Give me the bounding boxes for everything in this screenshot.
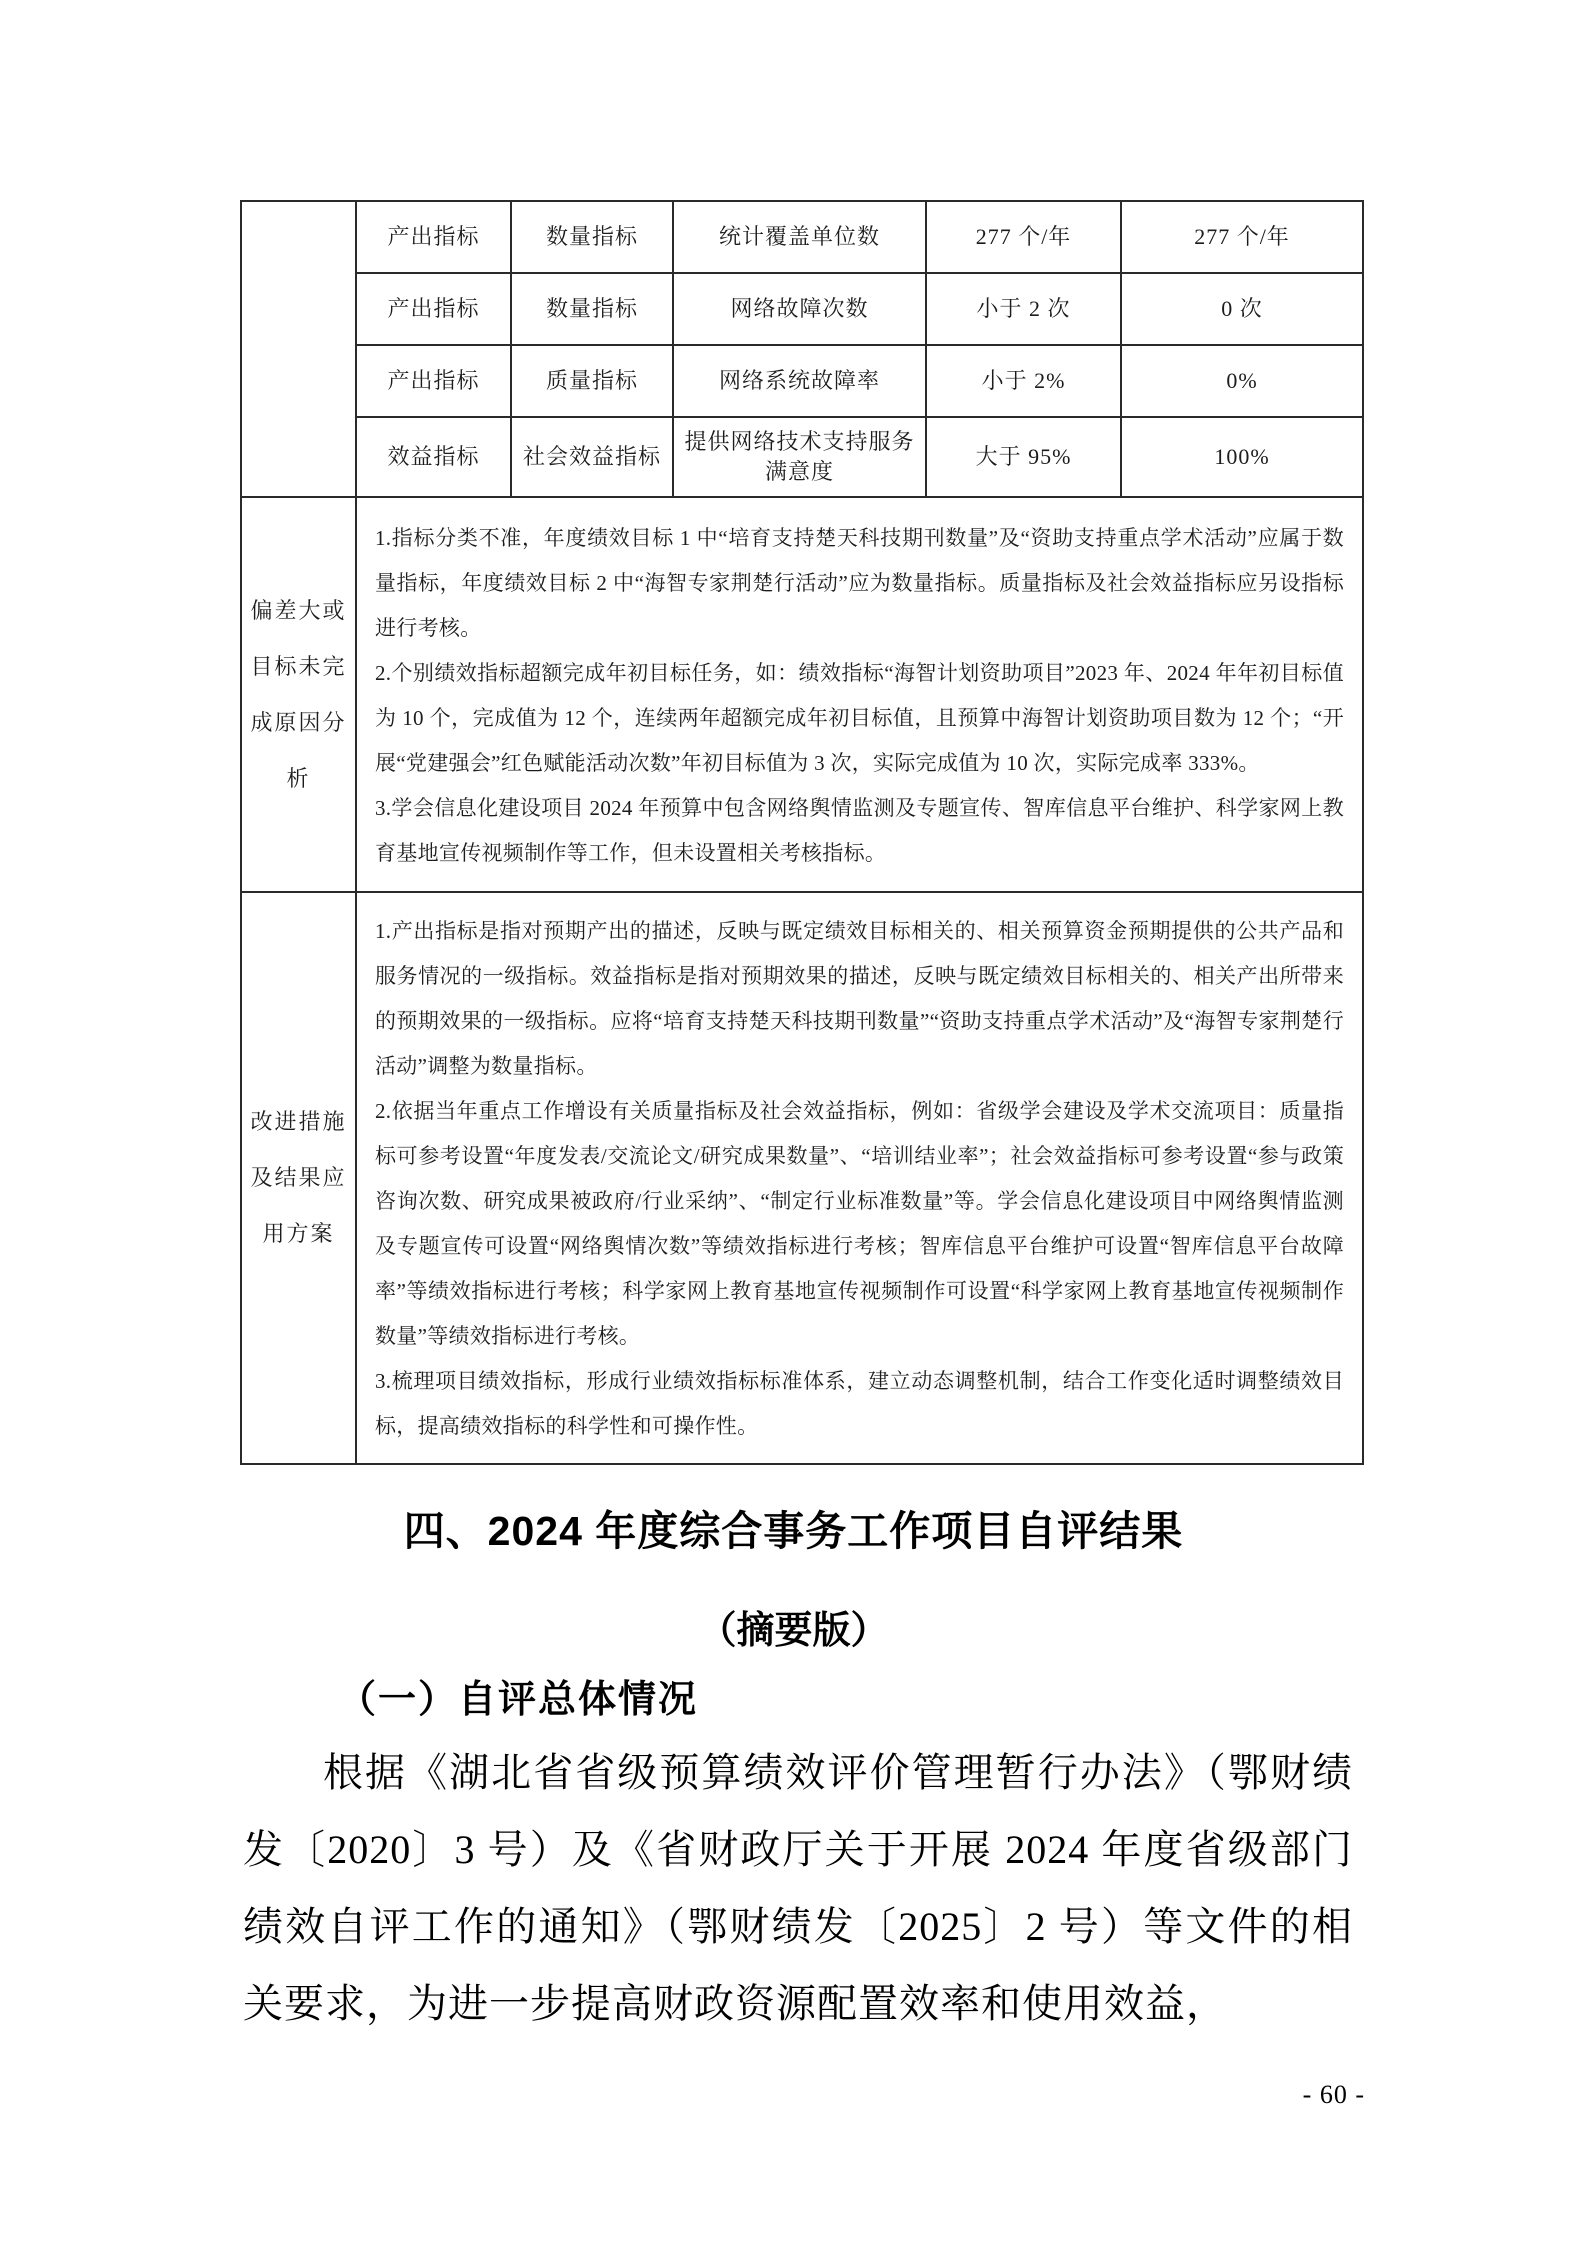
subsection-heading: （一）自评总体情况 bbox=[338, 1679, 699, 1721]
target-value-cell: 大于 95% bbox=[926, 417, 1121, 497]
actual-value-cell: 277 个/年 bbox=[1121, 201, 1363, 273]
actual-value-cell: 0 次 bbox=[1121, 273, 1363, 345]
table-row bbox=[241, 417, 1363, 497]
table-row bbox=[241, 345, 1363, 417]
improvement-measures-content bbox=[356, 892, 1363, 1464]
level2-indicator-cell: 数量指标 bbox=[511, 273, 673, 345]
summary-version-subtitle: （摘要版） bbox=[698, 1610, 889, 1652]
merged-empty-category-cell bbox=[241, 201, 356, 497]
deviation-paragraph-1: 1.指标分类不准，年度绩效目标 1 中“培育支持楚天科技期刊数量”及“资助支持重点学术活动”应属于数量指标，年度绩效目标 2 中“海智专家荆楚行活动”应为数量指标。质量指标及社会效益指标应另设指标进行考核。 bbox=[375, 525, 1344, 640]
level1-indicator-cell: 产出指标 bbox=[356, 345, 511, 417]
improvement-paragraph-1: 1.产出指标是指对预期产出的描述，反映与既定绩效目标相关的、相关预算资金预期提供的公共产品和服务情况的一级指标。效益指标是指对预期效果的描述，反映与既定绩效目标相关的、相关产出所带来的预期效果的一级指标。应将“培育支持楚天科技期刊数量”“资助支持重点学术活动”及“海智专家荆楚行活动”调整为数量指标。 bbox=[375, 919, 1344, 1078]
body-paragraph: 根据《湖北省省级预算绩效评价管理暂行办法》（鄂财绩发〔2020〕3 号）及《省财政厅关于开展 2024 年度省级部门绩效自评工作的通知》（鄂财绩发〔2025〕2 号）等文件的相关要求，为进一步提高财政资源配置效率和使用效益， bbox=[243, 1750, 1353, 2026]
section-heading: 四、2024 年度综合事务工作项目自评结果 bbox=[403, 1508, 1184, 1554]
target-value-cell: 小于 2 次 bbox=[926, 273, 1121, 345]
improvement-measures-label: 改进措施及结果应用方案 bbox=[241, 892, 356, 1464]
improvement-paragraph-3: 3.梳理项目绩效指标，形成行业绩效指标标准体系，建立动态调整机制，结合工作变化适时调整绩效目标，提高绩效指标的科学性和可操作性。 bbox=[375, 1369, 1344, 1438]
deviation-paragraph-3: 3.学会信息化建设项目 2024 年预算中包含网络舆情监测及专题宣传、智库信息平台维护、科学家网上教育基地宣传视频制作等工作，但未设置相关考核指标。 bbox=[375, 795, 1344, 865]
deviation-analysis-label: 偏差大或目标未完成原因分析 bbox=[241, 497, 356, 892]
level2-indicator-cell: 社会效益指标 bbox=[511, 417, 673, 497]
page-number: - 60 - bbox=[1302, 2080, 1365, 2109]
deviation-paragraph-2: 2.个别绩效指标超额完成年初目标任务，如：绩效指标“海智计划资助项目”2023 年、2024 年年初目标值为 10 个，完成值为 12 个，连续两年超额完成年初目标值，且预算中海智计划资助项目数为 12 个；“开展“党建强会”红色赋能活动次数”年初目标值为 3 次，实际完成值为 10 次，实际完成率 333%。 bbox=[375, 660, 1344, 775]
target-value-cell: 小于 2% bbox=[926, 345, 1121, 417]
improvement-measures-row bbox=[241, 892, 1363, 1464]
indicator-name-cell: 网络故障次数 bbox=[673, 273, 926, 345]
level1-indicator-cell: 产出指标 bbox=[356, 273, 511, 345]
level2-indicator-cell: 数量指标 bbox=[511, 201, 673, 273]
target-value-cell: 277 个/年 bbox=[926, 201, 1121, 273]
indicator-name-cell: 统计覆盖单位数 bbox=[673, 201, 926, 273]
actual-value-cell: 100% bbox=[1121, 417, 1363, 497]
level1-indicator-cell: 效益指标 bbox=[356, 417, 511, 497]
deviation-analysis-row bbox=[241, 497, 1363, 892]
performance-indicator-table bbox=[240, 200, 1364, 1465]
actual-value-cell: 0% bbox=[1121, 345, 1363, 417]
table-row bbox=[241, 273, 1363, 345]
improvement-paragraph-2: 2.依据当年重点工作增设有关质量指标及社会效益指标，例如：省级学会建设及学术交流项目：质量指标可参考设置“年度发表/交流论文/研究成果数量”、“培训结业率”；社会效益指标可参考设置“参与政策咨询次数、研究成果被政府/行业采纳”、“制定行业标准数量”等。学会信息化建设项目中网络舆情监测及专题宣传可设置“网络舆情次数”等绩效指标进行考核；智库信息平台维护可设置“智库信息平台故障率”等绩效指标进行考核；科学家网上教育基地宣传视频制作可设置“科学家网上教育基地宣传视频制作数量”等绩效指标进行考核。 bbox=[375, 1099, 1344, 1348]
level1-indicator-cell: 产出指标 bbox=[356, 201, 511, 273]
level2-indicator-cell: 质量指标 bbox=[511, 345, 673, 417]
table-row bbox=[241, 201, 1363, 273]
indicator-name-cell: 网络系统故障率 bbox=[673, 345, 926, 417]
deviation-analysis-content bbox=[356, 497, 1363, 892]
indicator-name-cell: 提供网络技术支持服务满意度 bbox=[673, 417, 926, 497]
